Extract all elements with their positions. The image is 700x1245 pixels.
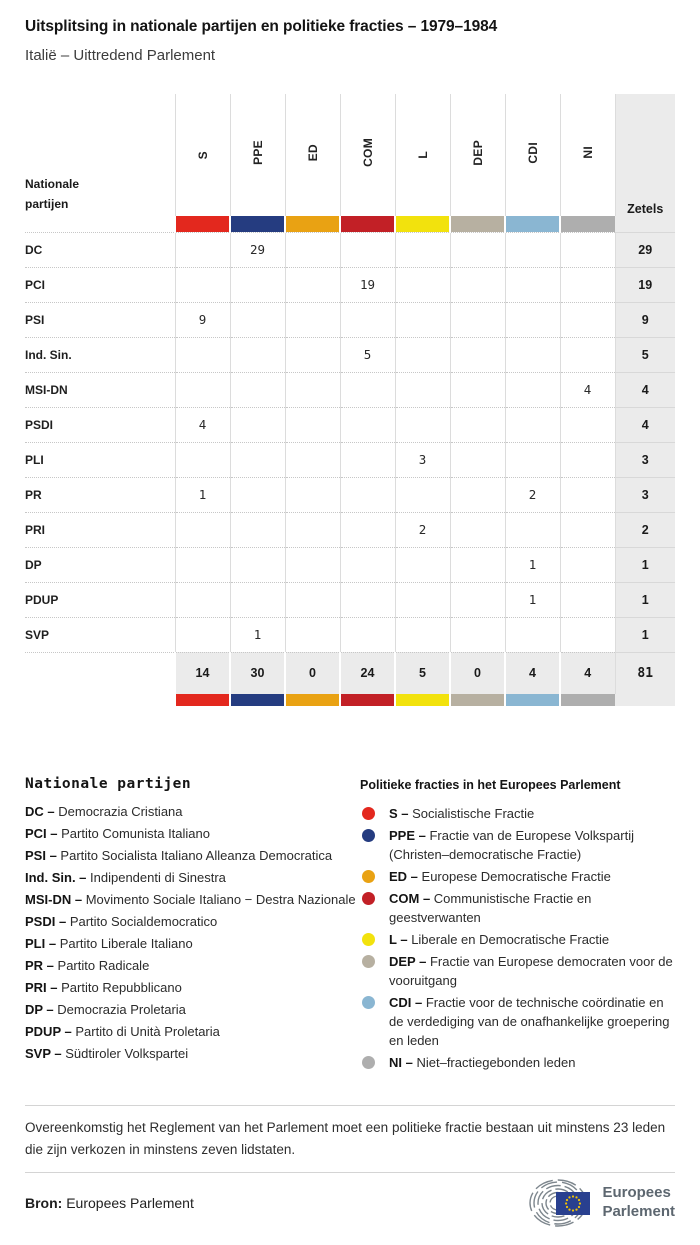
legend-text	[389, 1053, 575, 1072]
column-header-label: PPE	[250, 140, 265, 165]
legend-item	[25, 955, 360, 977]
column-header-CDI	[505, 94, 560, 216]
value-cell-PPE	[230, 267, 285, 302]
party-cell: PLI	[25, 442, 175, 477]
color-bar-row-bottom	[25, 694, 675, 706]
dep-color-dot-icon	[362, 955, 375, 968]
value-cell-ED	[285, 512, 340, 547]
party-cell: MSI-DN	[25, 372, 175, 407]
legend-name: Fractie voor de technische coördinatie en de verdediging van de onafhankelijke groepering en leden	[389, 995, 670, 1048]
value-cell-COM	[340, 477, 395, 512]
european-parliament-logo	[528, 1179, 675, 1227]
value-cell-COM	[340, 442, 395, 477]
value-cell-DEP	[450, 582, 505, 617]
zetels-cell: 3	[615, 477, 675, 512]
legend-item	[25, 999, 360, 1021]
value-cell-PPE	[230, 547, 285, 582]
value-cell-CDI	[505, 617, 560, 652]
legend-abbr: COM –	[389, 891, 431, 906]
value-cell-COM: 5	[340, 337, 395, 372]
page-title: Uitsplitsing in nationale partijen en politieke fracties – 1979–1984	[25, 18, 498, 35]
value-cell-L	[395, 477, 450, 512]
value-cell-ED	[285, 617, 340, 652]
value-cell-NI	[560, 617, 615, 652]
column-header-COM	[340, 94, 395, 216]
legend-item	[360, 826, 675, 864]
legend-abbr: L –	[389, 932, 408, 947]
legend-item	[25, 977, 360, 999]
legends	[25, 776, 675, 1075]
party-cell: PSDI	[25, 407, 175, 442]
legend-abbr: PPE –	[389, 828, 426, 843]
legend-abbr: PR –	[25, 958, 54, 973]
value-cell-COM	[340, 372, 395, 407]
value-cell-PPE	[230, 582, 285, 617]
value-cell-DEP	[450, 407, 505, 442]
party-cell: PCI	[25, 267, 175, 302]
value-cell-CDI	[505, 232, 560, 267]
legend-item	[25, 933, 360, 955]
column-header-L	[395, 94, 450, 216]
table-row	[25, 582, 675, 617]
zetels-cell: 2	[615, 512, 675, 547]
value-cell-DEP	[450, 477, 505, 512]
parliament-hemicycle-icon	[528, 1179, 594, 1227]
legend-name: Südtiroler Volkspartei	[65, 1046, 189, 1061]
logo-line1: Europees	[602, 1184, 671, 1202]
table-row	[25, 232, 675, 267]
value-cell-CDI: 1	[505, 582, 560, 617]
color-bar-S	[175, 216, 230, 232]
value-cell-CDI	[505, 337, 560, 372]
value-cell-S	[175, 372, 230, 407]
totals-row	[25, 652, 675, 694]
value-cell-PPE	[230, 372, 285, 407]
legend-item	[25, 889, 360, 911]
value-cell-S	[175, 442, 230, 477]
value-cell-S: 1	[175, 477, 230, 512]
value-cell-S	[175, 547, 230, 582]
value-cell-L	[395, 372, 450, 407]
legend-name: Fractie van de Europese Volkspartij (Christen–democratische Fractie)	[389, 828, 634, 862]
value-cell-S	[175, 267, 230, 302]
national-parties-legend	[25, 776, 360, 1075]
legend-name: Partito Repubblicano	[61, 980, 182, 995]
ppe-color-dot-icon	[362, 829, 375, 842]
l-color-dot-icon	[362, 933, 375, 946]
legend-text	[389, 930, 609, 949]
value-cell-L	[395, 267, 450, 302]
value-cell-L: 2	[395, 512, 450, 547]
legend-name: Niet–fractiegebonden leden	[416, 1055, 576, 1070]
zetels-cell: 4	[615, 407, 675, 442]
column-header-label: NI	[580, 146, 595, 159]
value-cell-DEP	[450, 267, 505, 302]
table-row	[25, 407, 675, 442]
legend-abbr: DP –	[25, 1002, 54, 1017]
value-cell-ED	[285, 547, 340, 582]
legend-name: Democrazia Proletaria	[57, 1002, 186, 1017]
legend-name: Movimento Sociale Italiano − Destra Nazionale	[85, 892, 356, 907]
legend-item	[360, 889, 675, 927]
legend-item	[360, 952, 675, 990]
legend-item	[360, 993, 675, 1050]
zetels-cell: 1	[615, 617, 675, 652]
value-cell-S	[175, 617, 230, 652]
legend-item	[25, 845, 360, 867]
seats-table	[25, 94, 675, 706]
zetels-cell: 9	[615, 302, 675, 337]
value-cell-CDI	[505, 512, 560, 547]
value-cell-PPE	[230, 337, 285, 372]
value-cell-DEP	[450, 232, 505, 267]
value-cell-DEP	[450, 547, 505, 582]
value-cell-PPE	[230, 407, 285, 442]
color-bar-COM	[340, 216, 395, 232]
legend-item	[360, 1053, 675, 1072]
value-cell-PPE: 29	[230, 232, 285, 267]
legend-name: Partito Liberale Italiano	[59, 936, 193, 951]
corner-label: Nationale partijen	[25, 177, 80, 211]
value-cell-NI	[560, 337, 615, 372]
seats-table-body	[25, 94, 675, 706]
value-cell-CDI	[505, 372, 560, 407]
value-cell-L	[395, 407, 450, 442]
value-cell-ED	[285, 267, 340, 302]
political-groups-legend	[360, 776, 675, 1075]
column-header-label: CDI	[525, 141, 540, 164]
color-bar-row-top	[25, 216, 675, 232]
legend-abbr: S –	[389, 806, 409, 821]
value-cell-L	[395, 582, 450, 617]
zetels-header: Zetels	[615, 94, 675, 216]
column-header-S	[175, 94, 230, 216]
legend-item	[360, 804, 675, 823]
value-cell-DEP	[450, 302, 505, 337]
party-cell: SVP	[25, 617, 175, 652]
value-cell-COM	[340, 582, 395, 617]
value-cell-S	[175, 337, 230, 372]
value-cell-NI	[560, 512, 615, 547]
s-color-dot-icon	[362, 807, 375, 820]
value-cell-PPE	[230, 512, 285, 547]
value-cell-NI	[560, 547, 615, 582]
legend-name: Partito Socialdemocratico	[69, 914, 218, 929]
legend-abbr: PCI –	[25, 826, 58, 841]
legend-name: Partito Radicale	[57, 958, 150, 973]
value-cell-L	[395, 617, 450, 652]
value-cell-COM	[340, 547, 395, 582]
value-cell-NI	[560, 442, 615, 477]
value-cell-CDI	[505, 407, 560, 442]
total-cell-NI: 4	[560, 652, 615, 694]
source-row	[25, 1179, 675, 1227]
color-bar-ED	[285, 694, 340, 706]
color-bar-CDI	[505, 216, 560, 232]
table-row	[25, 512, 675, 547]
color-bar-PPE	[230, 694, 285, 706]
legend-text	[389, 804, 534, 823]
value-cell-ED	[285, 407, 340, 442]
color-bar-ED	[285, 216, 340, 232]
footnote: Overeenkomstig het Reglement van het Parlement moet een politieke fractie bestaan uit minstens 23 leden die zijn verkozen in minstens zeven lidstaten.	[25, 1120, 666, 1157]
ed-color-dot-icon	[362, 870, 375, 883]
value-cell-PPE	[230, 302, 285, 337]
divider-bottom	[25, 1172, 675, 1173]
page	[0, 18, 700, 1227]
legend-name: Partito di Unità Proletaria	[75, 1024, 220, 1039]
zetels-cell: 3	[615, 442, 675, 477]
logo-wordmark	[602, 1184, 675, 1222]
column-header-label: COM	[360, 138, 375, 167]
legend-item	[25, 911, 360, 933]
table-row	[25, 372, 675, 407]
legend-abbr: DC –	[25, 804, 55, 819]
legend-text	[389, 889, 675, 927]
column-header-label: S	[195, 150, 210, 159]
table-header-row	[25, 94, 675, 216]
divider-top	[25, 1105, 675, 1106]
value-cell-L	[395, 232, 450, 267]
source-text	[25, 1195, 194, 1211]
total-cell-PPE: 30	[230, 652, 285, 694]
value-cell-ED	[285, 302, 340, 337]
value-cell-CDI	[505, 442, 560, 477]
value-cell-CDI	[505, 302, 560, 337]
value-cell-ED	[285, 442, 340, 477]
value-cell-ED	[285, 232, 340, 267]
value-cell-COM: 19	[340, 267, 395, 302]
national-parties-legend-heading: Nationale partijen	[25, 776, 192, 792]
value-cell-L: 3	[395, 442, 450, 477]
total-cell-S: 14	[175, 652, 230, 694]
value-cell-PPE	[230, 442, 285, 477]
value-cell-ED	[285, 582, 340, 617]
color-bar-S	[175, 694, 230, 706]
value-cell-NI: 4	[560, 372, 615, 407]
value-cell-NI	[560, 232, 615, 267]
party-cell: Ind. Sin.	[25, 337, 175, 372]
party-cell: DP	[25, 547, 175, 582]
total-cell-ED: 0	[285, 652, 340, 694]
legend-abbr: PSI –	[25, 848, 57, 863]
legend-name: Partito Socialista Italiano Alleanza Democratica	[60, 848, 333, 863]
legend-abbr: PSDI –	[25, 914, 67, 929]
value-cell-DEP	[450, 512, 505, 547]
table-row	[25, 302, 675, 337]
zetels-fill-cell	[615, 694, 675, 706]
com-color-dot-icon	[362, 892, 375, 905]
total-cell-COM: 24	[340, 652, 395, 694]
legend-text	[389, 993, 675, 1050]
zetels-total-cell: 81	[615, 652, 675, 694]
value-cell-DEP	[450, 337, 505, 372]
value-cell-COM	[340, 407, 395, 442]
legend-item	[360, 930, 675, 949]
legend-text	[389, 826, 675, 864]
legend-name: Europese Democratische Fractie	[421, 869, 611, 884]
value-cell-NI	[560, 302, 615, 337]
spacer-cell	[25, 216, 175, 232]
color-bar-PPE	[230, 216, 285, 232]
party-cell: PSI	[25, 302, 175, 337]
political-groups-legend-list	[360, 804, 675, 1072]
table-row	[25, 337, 675, 372]
national-parties-legend-list	[25, 801, 360, 1065]
value-cell-S: 9	[175, 302, 230, 337]
political-groups-legend-heading: Politieke fracties in het Europees Parlement	[360, 778, 621, 792]
table-row	[25, 442, 675, 477]
legend-name: Liberale en Democratische Fractie	[411, 932, 610, 947]
source-value: Europees Parlement	[66, 1195, 194, 1212]
value-cell-ED	[285, 477, 340, 512]
page-subtitle: Italië – Uittredend Parlement	[25, 47, 216, 64]
column-header-ED	[285, 94, 340, 216]
color-bar-L	[395, 694, 450, 706]
column-header-NI	[560, 94, 615, 216]
zetels-cell: 1	[615, 547, 675, 582]
column-header-label: DEP	[470, 139, 485, 166]
zetels-cell: 4	[615, 372, 675, 407]
legend-abbr: CDI –	[389, 995, 423, 1010]
legend-abbr: PLI –	[25, 936, 57, 951]
color-bar-DEP	[450, 216, 505, 232]
value-cell-NI	[560, 582, 615, 617]
legend-abbr: SVP –	[25, 1046, 62, 1061]
legend-item	[25, 1043, 360, 1065]
value-cell-CDI	[505, 267, 560, 302]
color-bar-NI	[560, 694, 615, 706]
color-bar-L	[395, 216, 450, 232]
legend-abbr: PRI –	[25, 980, 58, 995]
color-bar-NI	[560, 216, 615, 232]
eu-flag-icon	[556, 1192, 590, 1215]
totals-spacer-cell	[25, 652, 175, 694]
legend-name: Socialistische Fractie	[412, 806, 535, 821]
legend-text	[389, 952, 675, 990]
color-bar-CDI	[505, 694, 560, 706]
legend-abbr: MSI-DN –	[25, 892, 83, 907]
value-cell-COM	[340, 232, 395, 267]
zetels-fill-cell	[615, 216, 675, 232]
value-cell-S: 4	[175, 407, 230, 442]
legend-item	[25, 867, 360, 889]
value-cell-DEP	[450, 617, 505, 652]
value-cell-PPE: 1	[230, 617, 285, 652]
value-cell-DEP	[450, 372, 505, 407]
column-header-label: ED	[305, 143, 320, 162]
logo-line2: Parlement	[602, 1203, 675, 1221]
table-row	[25, 267, 675, 302]
source-label: Bron:	[25, 1195, 63, 1212]
value-cell-PPE	[230, 477, 285, 512]
ni-color-dot-icon	[362, 1056, 375, 1069]
value-cell-ED	[285, 337, 340, 372]
total-cell-CDI: 4	[505, 652, 560, 694]
column-header-PPE	[230, 94, 285, 216]
spacer-cell	[25, 694, 175, 706]
total-cell-DEP: 0	[450, 652, 505, 694]
value-cell-COM	[340, 512, 395, 547]
color-bar-COM	[340, 694, 395, 706]
corner-cell	[25, 94, 175, 216]
legend-name: Indipendenti di Sinestra	[90, 870, 226, 885]
value-cell-S	[175, 512, 230, 547]
legend-abbr: Ind. Sin. –	[25, 870, 87, 885]
legend-name: Democrazia Cristiana	[58, 804, 183, 819]
value-cell-L	[395, 547, 450, 582]
zetels-cell: 29	[615, 232, 675, 267]
table-row	[25, 617, 675, 652]
value-cell-S	[175, 582, 230, 617]
value-cell-NI	[560, 477, 615, 512]
value-cell-CDI: 1	[505, 547, 560, 582]
party-cell: PDUP	[25, 582, 175, 617]
legend-item	[25, 823, 360, 845]
value-cell-COM	[340, 617, 395, 652]
zetels-cell: 1	[615, 582, 675, 617]
zetels-cell: 19	[615, 267, 675, 302]
table-row	[25, 547, 675, 582]
value-cell-NI	[560, 267, 615, 302]
party-cell: PR	[25, 477, 175, 512]
legend-abbr: ED –	[389, 869, 418, 884]
legend-abbr: PDUP –	[25, 1024, 72, 1039]
value-cell-NI	[560, 407, 615, 442]
legend-name: Partito Comunista Italiano	[61, 826, 210, 841]
legend-abbr: NI –	[389, 1055, 413, 1070]
color-bar-DEP	[450, 694, 505, 706]
value-cell-L	[395, 302, 450, 337]
legend-name: Fractie van Europese democraten voor de vooruitgang	[389, 954, 673, 988]
zetels-cell: 5	[615, 337, 675, 372]
value-cell-DEP	[450, 442, 505, 477]
column-header-DEP	[450, 94, 505, 216]
legend-item	[25, 1021, 360, 1043]
legend-item	[360, 867, 675, 886]
value-cell-ED	[285, 372, 340, 407]
value-cell-L	[395, 337, 450, 372]
value-cell-COM	[340, 302, 395, 337]
total-cell-L: 5	[395, 652, 450, 694]
legend-text	[389, 867, 611, 886]
legend-item	[25, 801, 360, 823]
cdi-color-dot-icon	[362, 996, 375, 1009]
party-cell: DC	[25, 232, 175, 267]
legend-name: Communistische Fractie en geestverwanten	[389, 891, 592, 925]
value-cell-CDI: 2	[505, 477, 560, 512]
table-row	[25, 477, 675, 512]
value-cell-S	[175, 232, 230, 267]
legend-abbr: DEP –	[389, 954, 427, 969]
party-cell: PRI	[25, 512, 175, 547]
column-header-label: L	[415, 151, 430, 159]
